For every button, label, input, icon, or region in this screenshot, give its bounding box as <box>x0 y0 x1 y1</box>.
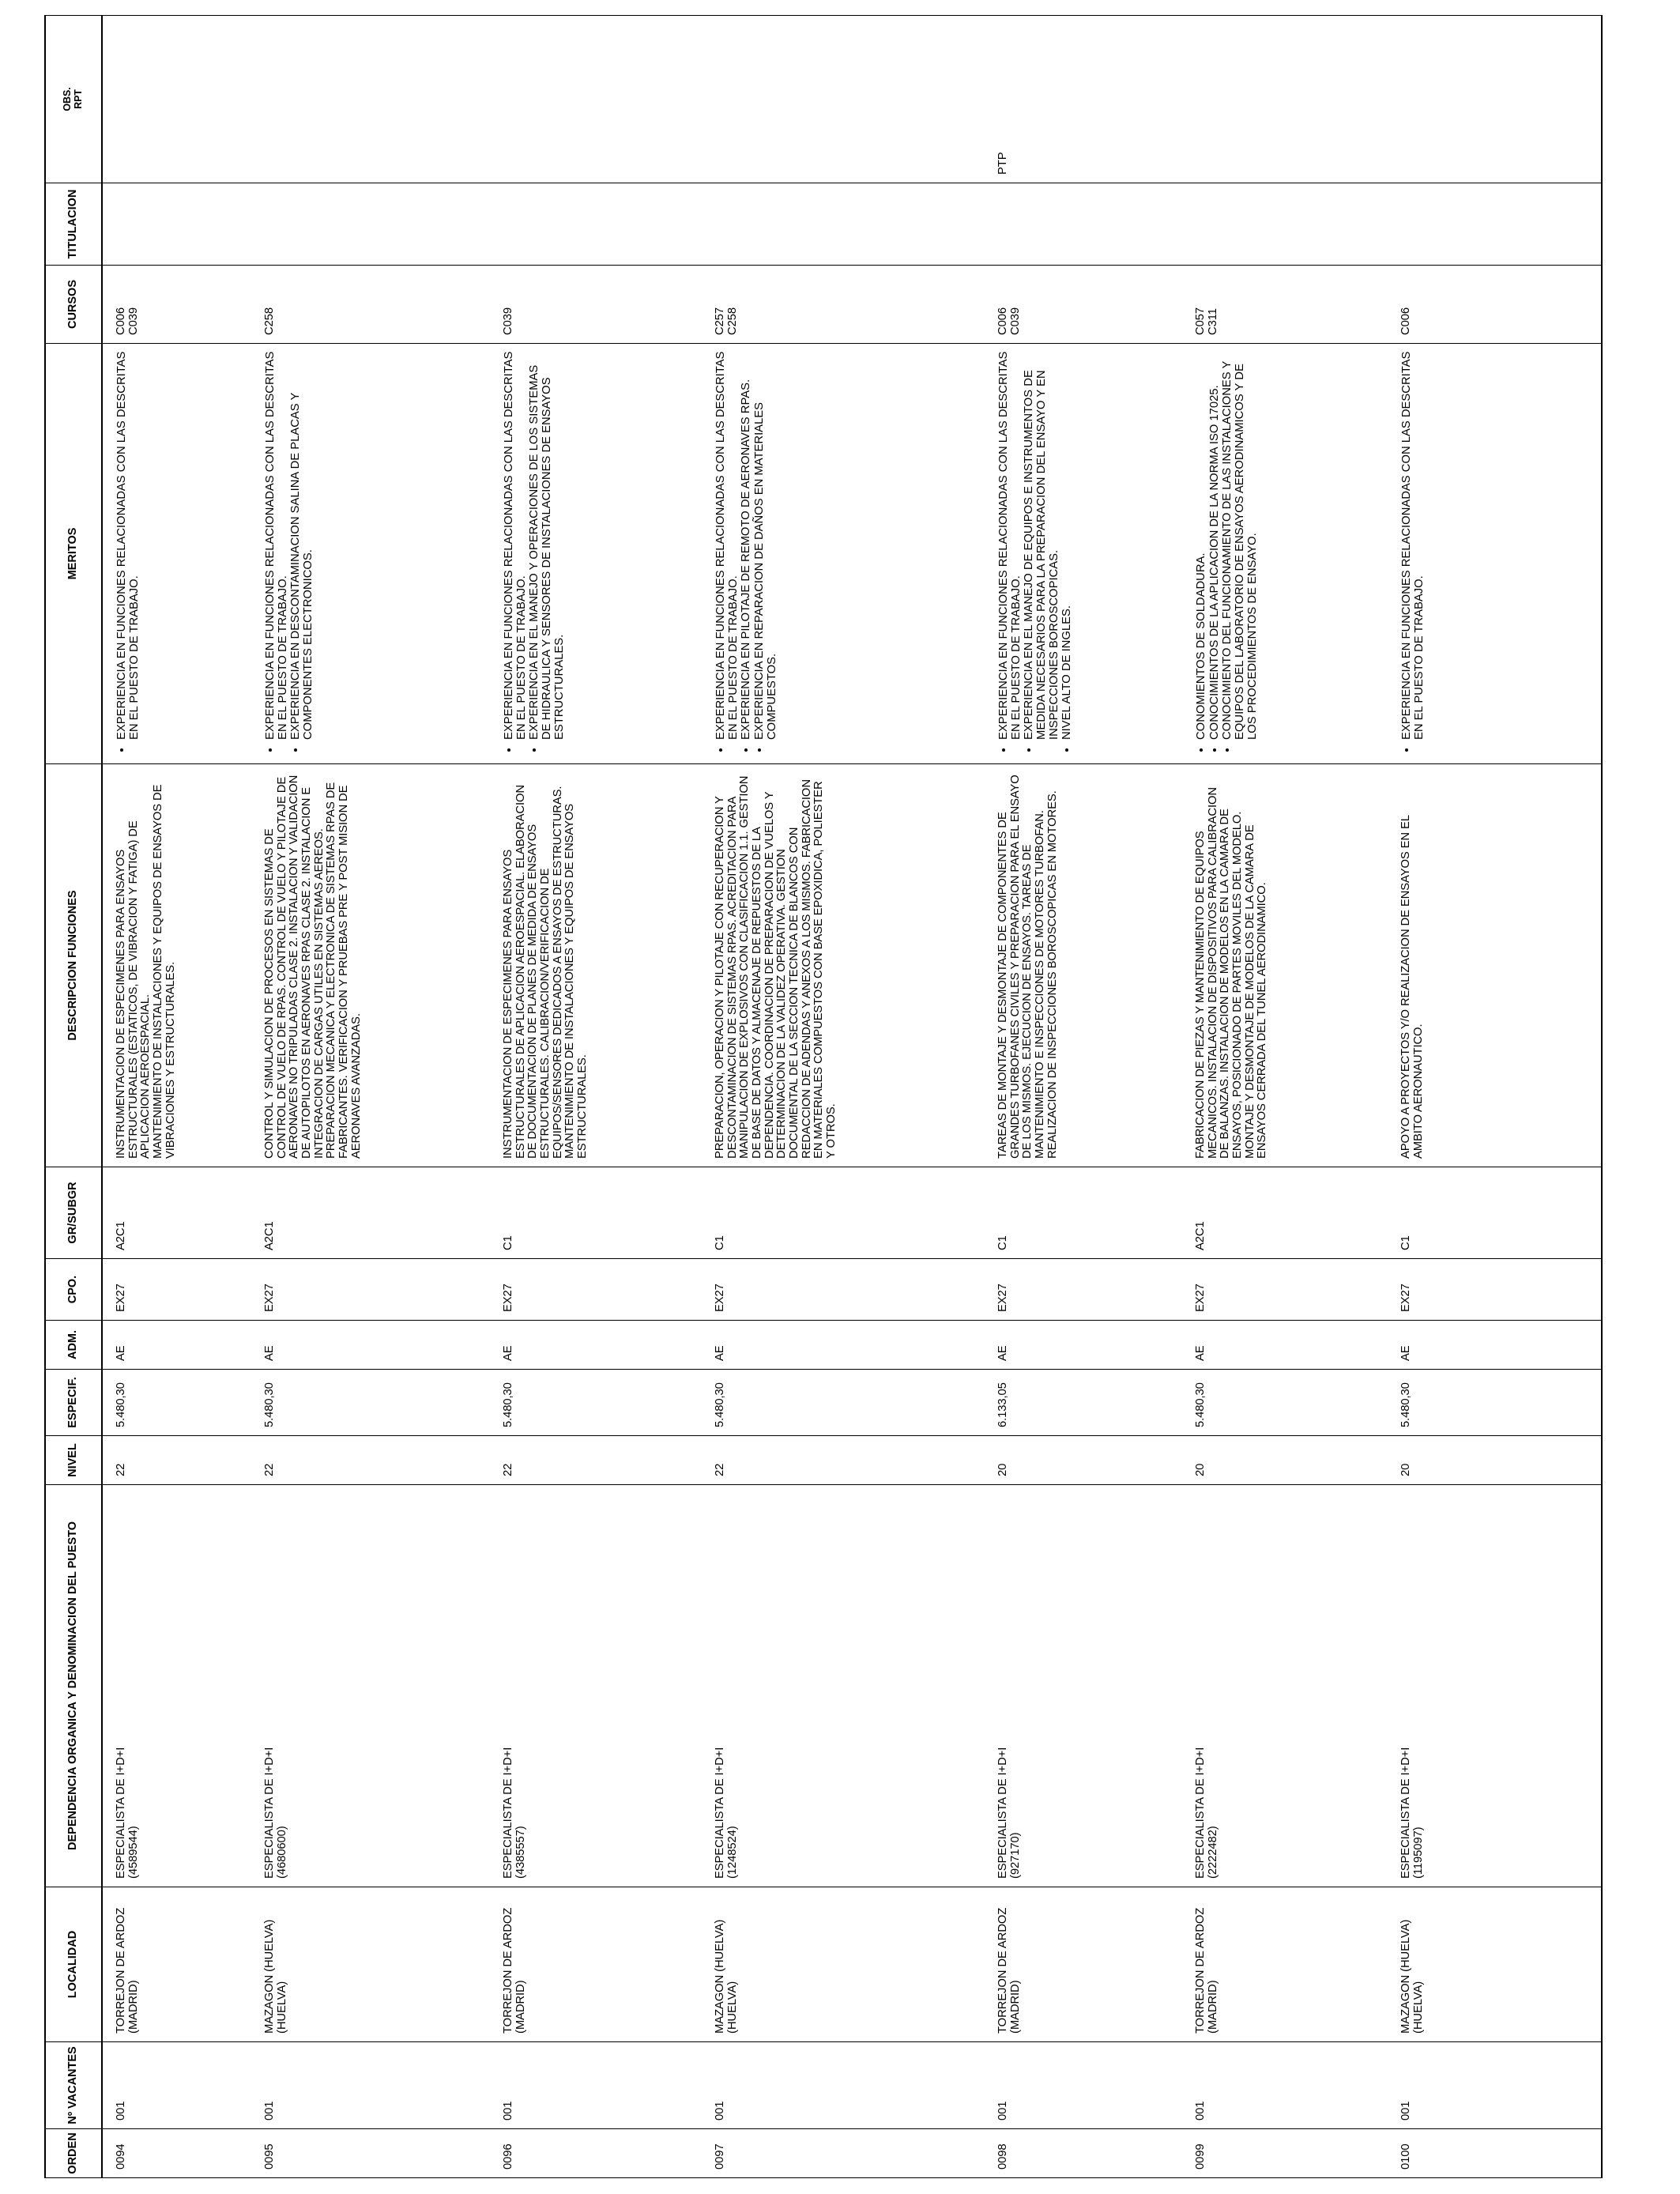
cell-nivel: 22 <box>251 1436 490 1485</box>
table-row <box>702 16 985 2178</box>
cell-adm: AE <box>1388 1321 1602 1370</box>
cell-especif: 5.480,30 <box>251 1370 490 1436</box>
cell-meritos <box>490 344 702 764</box>
cell-especif: 5.480,30 <box>490 1370 702 1436</box>
table-row <box>490 16 702 2178</box>
cell-titulacion <box>251 183 490 266</box>
cell-nivel: 22 <box>702 1436 985 1485</box>
cell-localidad: TORREJON DE ARDOZ (MADRID) <box>1182 1887 1388 2042</box>
cell-dependencia: ESPECIALISTA DE I+D+I (927170) <box>985 1485 1182 1887</box>
cell-cursos: C006 <box>1388 266 1602 344</box>
cell-dependencia: ESPECIALISTA DE I+D+I (2222482) <box>1182 1485 1388 1887</box>
cell-descripcion: CONTROL Y SIMULACION DE PROCESOS EN SISTEMAS DE CONTROL DE VUELO DE RPAS. CONTROL DE VUELO Y PILOTAJE DE AERONAVES NO TRIPULADAS CLASE 2. INSTALACION Y VALIDACION DE AUTOPILOTOS EN AERONAVES RPAS CLASE 2. INSTALACION E INTEGRACION DE CARGAS UTILES EN SISTEMAS AEREOS. PREPARACION MECANICA Y ELECTRONICA DE SISTEMAS RPAS DE FABRICANTES. VERIFICACION Y PRUEBAS PRE Y POST MISION DE AERONAVES AVANZADAS. <box>251 764 490 1167</box>
cell-grsubgr: C1 <box>702 1167 985 1259</box>
table-row <box>102 16 251 2178</box>
cell-grsubgr: A2C1 <box>251 1167 490 1259</box>
cell-obs <box>1388 16 1602 183</box>
cell-titulacion <box>490 183 702 266</box>
cell-orden: 0098 <box>985 2129 1182 2178</box>
col-header-especif: ESPECIF. <box>45 1370 102 1436</box>
cell-cpo: EX27 <box>102 1259 251 1321</box>
cell-grsubgr: A2C1 <box>102 1167 251 1259</box>
cell-descripcion: INSTRUMENTACION DE ESPECIMENES PARA ENSAYOS ESTRUCTURALES DE APLICACION AEROESPACIAL. ELABORACION DE DOCUMENTACION DE PLANES DE MEDIDA DE ENSAYOS ESTRUCTURALES. CALIBRACION/VERIFICACION DE EQUIPOS/SENSORES DEDICADOS A ENSAYOS DE ESTRUCTURAS. MANTENIMIENTO DE INSTALACIONES Y EQUIPOS DE ENSAYOS ESTRUCTURALES. <box>490 764 702 1167</box>
cell-obs <box>1182 16 1388 183</box>
vacancy-table <box>44 15 1603 2178</box>
table-row <box>1182 16 1388 2178</box>
merit-item: • EXPERIENCIA EN FUNCIONES RELACIONADAS CON LAS DESCRITAS EN EL PUESTO DE TRABAJO. <box>503 350 528 740</box>
merit-item: • EXPERIENCIA EN FUNCIONES RELACIONADAS CON LAS DESCRITAS EN EL PUESTO DE TRABAJO. <box>115 350 141 740</box>
merit-item: • EXPERIENCIA EN DESCONTAMINACION SALINA DE PLACAS Y COMPONENTES ELECTRONICOS. <box>289 350 315 740</box>
cell-vacantes: 001 <box>102 2042 251 2129</box>
cell-descripcion: APOYO A PROYECTOS Y/O REALIZACION DE ENSAYOS EN EL AMBITO AERONAUTICO. <box>1388 764 1602 1167</box>
merits-list <box>1195 350 1259 756</box>
col-header-meritos: MERITOS <box>45 344 102 764</box>
cell-localidad: TORREJON DE ARDOZ (MADRID) <box>985 1887 1182 2042</box>
cell-cpo: EX27 <box>1388 1259 1602 1321</box>
merit-item: • EXPERIENCIA EN EL MANEJO DE EQUIPOS E INSTRUMENTOS DE MEDIDA NECESARIOS PARA LA PREPARACION DEL ENSAYO Y EN INSPECCIONES BOROSCOPICAS. <box>1023 350 1060 740</box>
cell-nivel: 22 <box>490 1436 702 1485</box>
cell-orden: 0099 <box>1182 2129 1388 2178</box>
cell-adm: AE <box>702 1321 985 1370</box>
merit-item: • EXPERIENCIA EN FUNCIONES RELACIONADAS CON LAS DESCRITAS EN EL PUESTO DE TRABAJO. <box>264 350 289 740</box>
col-header-grsubgr: GR/SUBGR <box>45 1167 102 1259</box>
cell-especif: 6.133,05 <box>985 1370 1182 1436</box>
cell-especif: 5.480,30 <box>702 1370 985 1436</box>
cell-especif: 5.480,30 <box>102 1370 251 1436</box>
merit-item: • NIVEL ALTO DE INGLES. <box>1060 350 1074 740</box>
merit-item: • EXPERIENCIA EN PILOTAJE DE REMOTO DE AERONAVES RPAS. <box>740 350 753 740</box>
cell-cpo: EX27 <box>251 1259 490 1321</box>
cell-adm: AE <box>251 1321 490 1370</box>
merit-item: • CONOCIMIENTO DEL FUNCIONAMIENTO DE LAS INSTALACIONES Y EQUIPOS DEL LABORATORIO DE ENSAYOS AERODINAMICOS Y DE LOS PROCEDIMIENTOS DE ENSAYO. <box>1221 350 1259 740</box>
cell-obs <box>251 16 490 183</box>
cell-grsubgr: A2C1 <box>1182 1167 1388 1259</box>
col-header-descripcion: DESCRIPCION FUNCIONES <box>45 764 102 1167</box>
merits-list <box>115 350 141 756</box>
cell-dependencia: ESPECIALISTA DE I+D+I (4385557) <box>490 1485 702 1887</box>
cell-nivel: 22 <box>102 1436 251 1485</box>
cell-obs <box>702 16 985 183</box>
merit-item: • EXPERIENCIA EN REPARACION DE DAÑOS EN MATERIALES COMPUESTOS. <box>753 350 778 740</box>
cell-vacantes: 001 <box>1388 2042 1602 2129</box>
merits-list <box>1400 350 1426 756</box>
cell-titulacion <box>1182 183 1388 266</box>
cell-orden: 0097 <box>702 2129 985 2178</box>
cell-localidad: TORREJON DE ARDOZ (MADRID) <box>490 1887 702 2042</box>
cell-orden: 0096 <box>490 2129 702 2178</box>
cell-especif: 5.480,30 <box>1388 1370 1602 1436</box>
cell-orden: 0095 <box>251 2129 490 2178</box>
cell-vacantes: 001 <box>490 2042 702 2129</box>
cell-adm: AE <box>985 1321 1182 1370</box>
merits-list <box>997 350 1074 756</box>
merit-item: • EXPERIENCIA EN FUNCIONES RELACIONADAS CON LAS DESCRITAS EN EL PUESTO DE TRABAJO. <box>1400 350 1426 740</box>
cell-nivel: 20 <box>985 1436 1182 1485</box>
cell-vacantes: 001 <box>702 2042 985 2129</box>
cell-titulacion <box>985 183 1182 266</box>
cell-cursos: C057 C311 <box>1182 266 1388 344</box>
table-header-row <box>45 16 102 2178</box>
cell-meritos <box>251 344 490 764</box>
cell-cursos: C006 C039 <box>985 266 1182 344</box>
cell-vacantes: 001 <box>251 2042 490 2129</box>
cell-cpo: EX27 <box>1182 1259 1388 1321</box>
cell-orden: 0094 <box>102 2129 251 2178</box>
cell-obs <box>102 16 251 183</box>
merits-list <box>264 350 315 756</box>
cell-orden: 0100 <box>1388 2129 1602 2178</box>
merit-item: • EXPERIENCIA EN FUNCIONES RELACIONADAS CON LAS DESCRITAS EN EL PUESTO DE TRABAJO. <box>714 350 740 740</box>
cell-dependencia: ESPECIALISTA DE I+D+I (1195097) <box>1388 1485 1602 1887</box>
cell-meritos <box>702 344 985 764</box>
cell-cursos: C006 C039 <box>102 266 251 344</box>
cell-adm: AE <box>102 1321 251 1370</box>
cell-descripcion: TAREAS DE MONTAJE Y DESMONTAJE DE COMPONENTES DE GRANDES TURBOFANES CIVILES Y PREPARACION PARA EL ENSAYO DE LOS MISMOS. EJECUCION DE ENSAYOS. TAREAS DE MANTENIMIENTO E INSPECCIONES DE MOTORES TURBOFAN. REALIZACION DE INSPECCIONES BOROSCOPICAS EN MOTORES. <box>985 764 1182 1167</box>
cell-obs <box>490 16 702 183</box>
cell-localidad: TORREJON DE ARDOZ (MADRID) <box>102 1887 251 2042</box>
merit-item: • EXPERIENCIA EN FUNCIONES RELACIONADAS CON LAS DESCRITAS EN EL PUESTO DE TRABAJO. <box>997 350 1023 740</box>
merit-item: • CONOMIENTOS DE SOLDADURA. <box>1195 350 1208 740</box>
col-header-cursos: CURSOS <box>45 266 102 344</box>
cell-meritos <box>1182 344 1388 764</box>
cell-vacantes: 001 <box>1182 2042 1388 2129</box>
table-row <box>985 16 1182 2178</box>
col-header-vacantes: Nº VACANTES <box>45 2042 102 2129</box>
cell-especif: 5.480,30 <box>1182 1370 1388 1436</box>
col-header-localidad: LOCALIDAD <box>45 1887 102 2042</box>
cell-grsubgr: C1 <box>1388 1167 1602 1259</box>
cell-cursos: C258 <box>251 266 490 344</box>
cell-localidad: MAZAGON (HUELVA) (HUELVA) <box>1388 1887 1602 2042</box>
col-header-orden: ORDEN <box>45 2129 102 2178</box>
cell-cursos: C039 <box>490 266 702 344</box>
cell-cpo: EX27 <box>985 1259 1182 1321</box>
cell-dependencia: ESPECIALISTA DE I+D+I (1248524) <box>702 1485 985 1887</box>
cell-grsubgr: C1 <box>490 1167 702 1259</box>
cell-descripcion: INSTRUMENTACION DE ESPECIMENES PARA ENSAYOS ESTRUCTURALES (ESTATICOS, DE VIBRACION Y FATIGA) DE APLICACION AEROESPACIAL. MANTENIMIENTO DE INSTALACIONES Y EQUIPOS DE ENSAYOS DE VIBRACIONES Y ESTRUCTURALES. <box>102 764 251 1167</box>
cell-descripcion: FABRICACION DE PIEZAS Y MANTENIMIENTO DE EQUIPOS MECANICOS. INSTALACION DE DISPOSITIVOS PARA CALIBRACION DE BALANZAS. INSTALACION DE MODELOS EN LA CAMARA DE ENSAYOS, POSICIONADO DE PARTES MOVILES DEL MODELO. MONTAJE Y DESMONTAJE DE MODELOS DE LA CAMARA DE ENSAYOS CERRADA DEL TUNEL AERODINAMICO. <box>1182 764 1388 1167</box>
cell-meritos <box>1388 344 1602 764</box>
cell-cpo: EX27 <box>490 1259 702 1321</box>
cell-dependencia: ESPECIALISTA DE I+D+I (4589544) <box>102 1485 251 1887</box>
cell-vacantes: 001 <box>985 2042 1182 2129</box>
col-header-cpo: CPO. <box>45 1259 102 1321</box>
cell-cpo: EX27 <box>702 1259 985 1321</box>
cell-nivel: 20 <box>1388 1436 1602 1485</box>
cell-nivel: 20 <box>1182 1436 1388 1485</box>
cell-titulacion <box>702 183 985 266</box>
table-row <box>251 16 490 2178</box>
merit-item: • EXPERIENCIA EN EL MANEJO Y OPERACIONES DE LOS SISTEMAS DE HIDRAULICA Y SENSORES DE INSTALACIONES DE ENSAYOS ESTRUCTURALES. <box>528 350 566 740</box>
col-header-dependencia: DEPENDENCIA ORGANICA Y DENOMINACION DEL PUESTO <box>45 1485 102 1887</box>
col-header-nivel: NIVEL <box>45 1436 102 1485</box>
merits-list <box>503 350 566 756</box>
cell-grsubgr: C1 <box>985 1167 1182 1259</box>
cell-localidad: MAZAGON (HUELVA) (HUELVA) <box>702 1887 985 2042</box>
merits-list <box>714 350 778 756</box>
table-row <box>1388 16 1602 2178</box>
cell-meritos <box>102 344 251 764</box>
cell-titulacion <box>1388 183 1602 266</box>
cell-adm: AE <box>490 1321 702 1370</box>
col-header-titulacion: TITULACION <box>45 183 102 266</box>
cell-dependencia: ESPECIALISTA DE I+D+I (4680600) <box>251 1485 490 1887</box>
cell-titulacion <box>102 183 251 266</box>
col-header-obs: OBS. RPT <box>45 16 102 183</box>
cell-localidad: MAZAGON (HUELVA) (HUELVA) <box>251 1887 490 2042</box>
col-header-adm: ADM. <box>45 1321 102 1370</box>
cell-adm: AE <box>1182 1321 1388 1370</box>
cell-cursos: C257 C258 <box>702 266 985 344</box>
merit-item: • CONOCIMIENTOS DE LA APLICACION DE LA NORMA ISO 17025. <box>1208 350 1222 740</box>
cell-obs: PTP <box>985 16 1182 183</box>
cell-descripcion: PREPARACION, OPERACION Y PILOTAJE CON RECUPERACION Y DESCONTAMINACION DE SISTEMAS RPAS. ACREDITACION PARA MANIPULACION DE EXPLOSIVOS CON CLASIFICACION 1.1. GESTION DE BASE DE DATOS Y ALMACENAJE DE REPUESTOS DE LA DEPENDENCIA. COORDINACION DE PREPARACION DE VUELOS Y DETERMINACION DE LA VALIDEZ OPERATIVA. GESTION DOCUMENTAL DE LA SECCION TECNICA DE BLANCOS CON REDACCION DE ADENDAS Y ANEXOS A LOS MISMOS. FABRICACION EN MATERIALES COMPUESTOS CON BASE EPOXIDICA, POLIESTER Y OTROS. <box>702 764 985 1167</box>
cell-meritos <box>985 344 1182 764</box>
